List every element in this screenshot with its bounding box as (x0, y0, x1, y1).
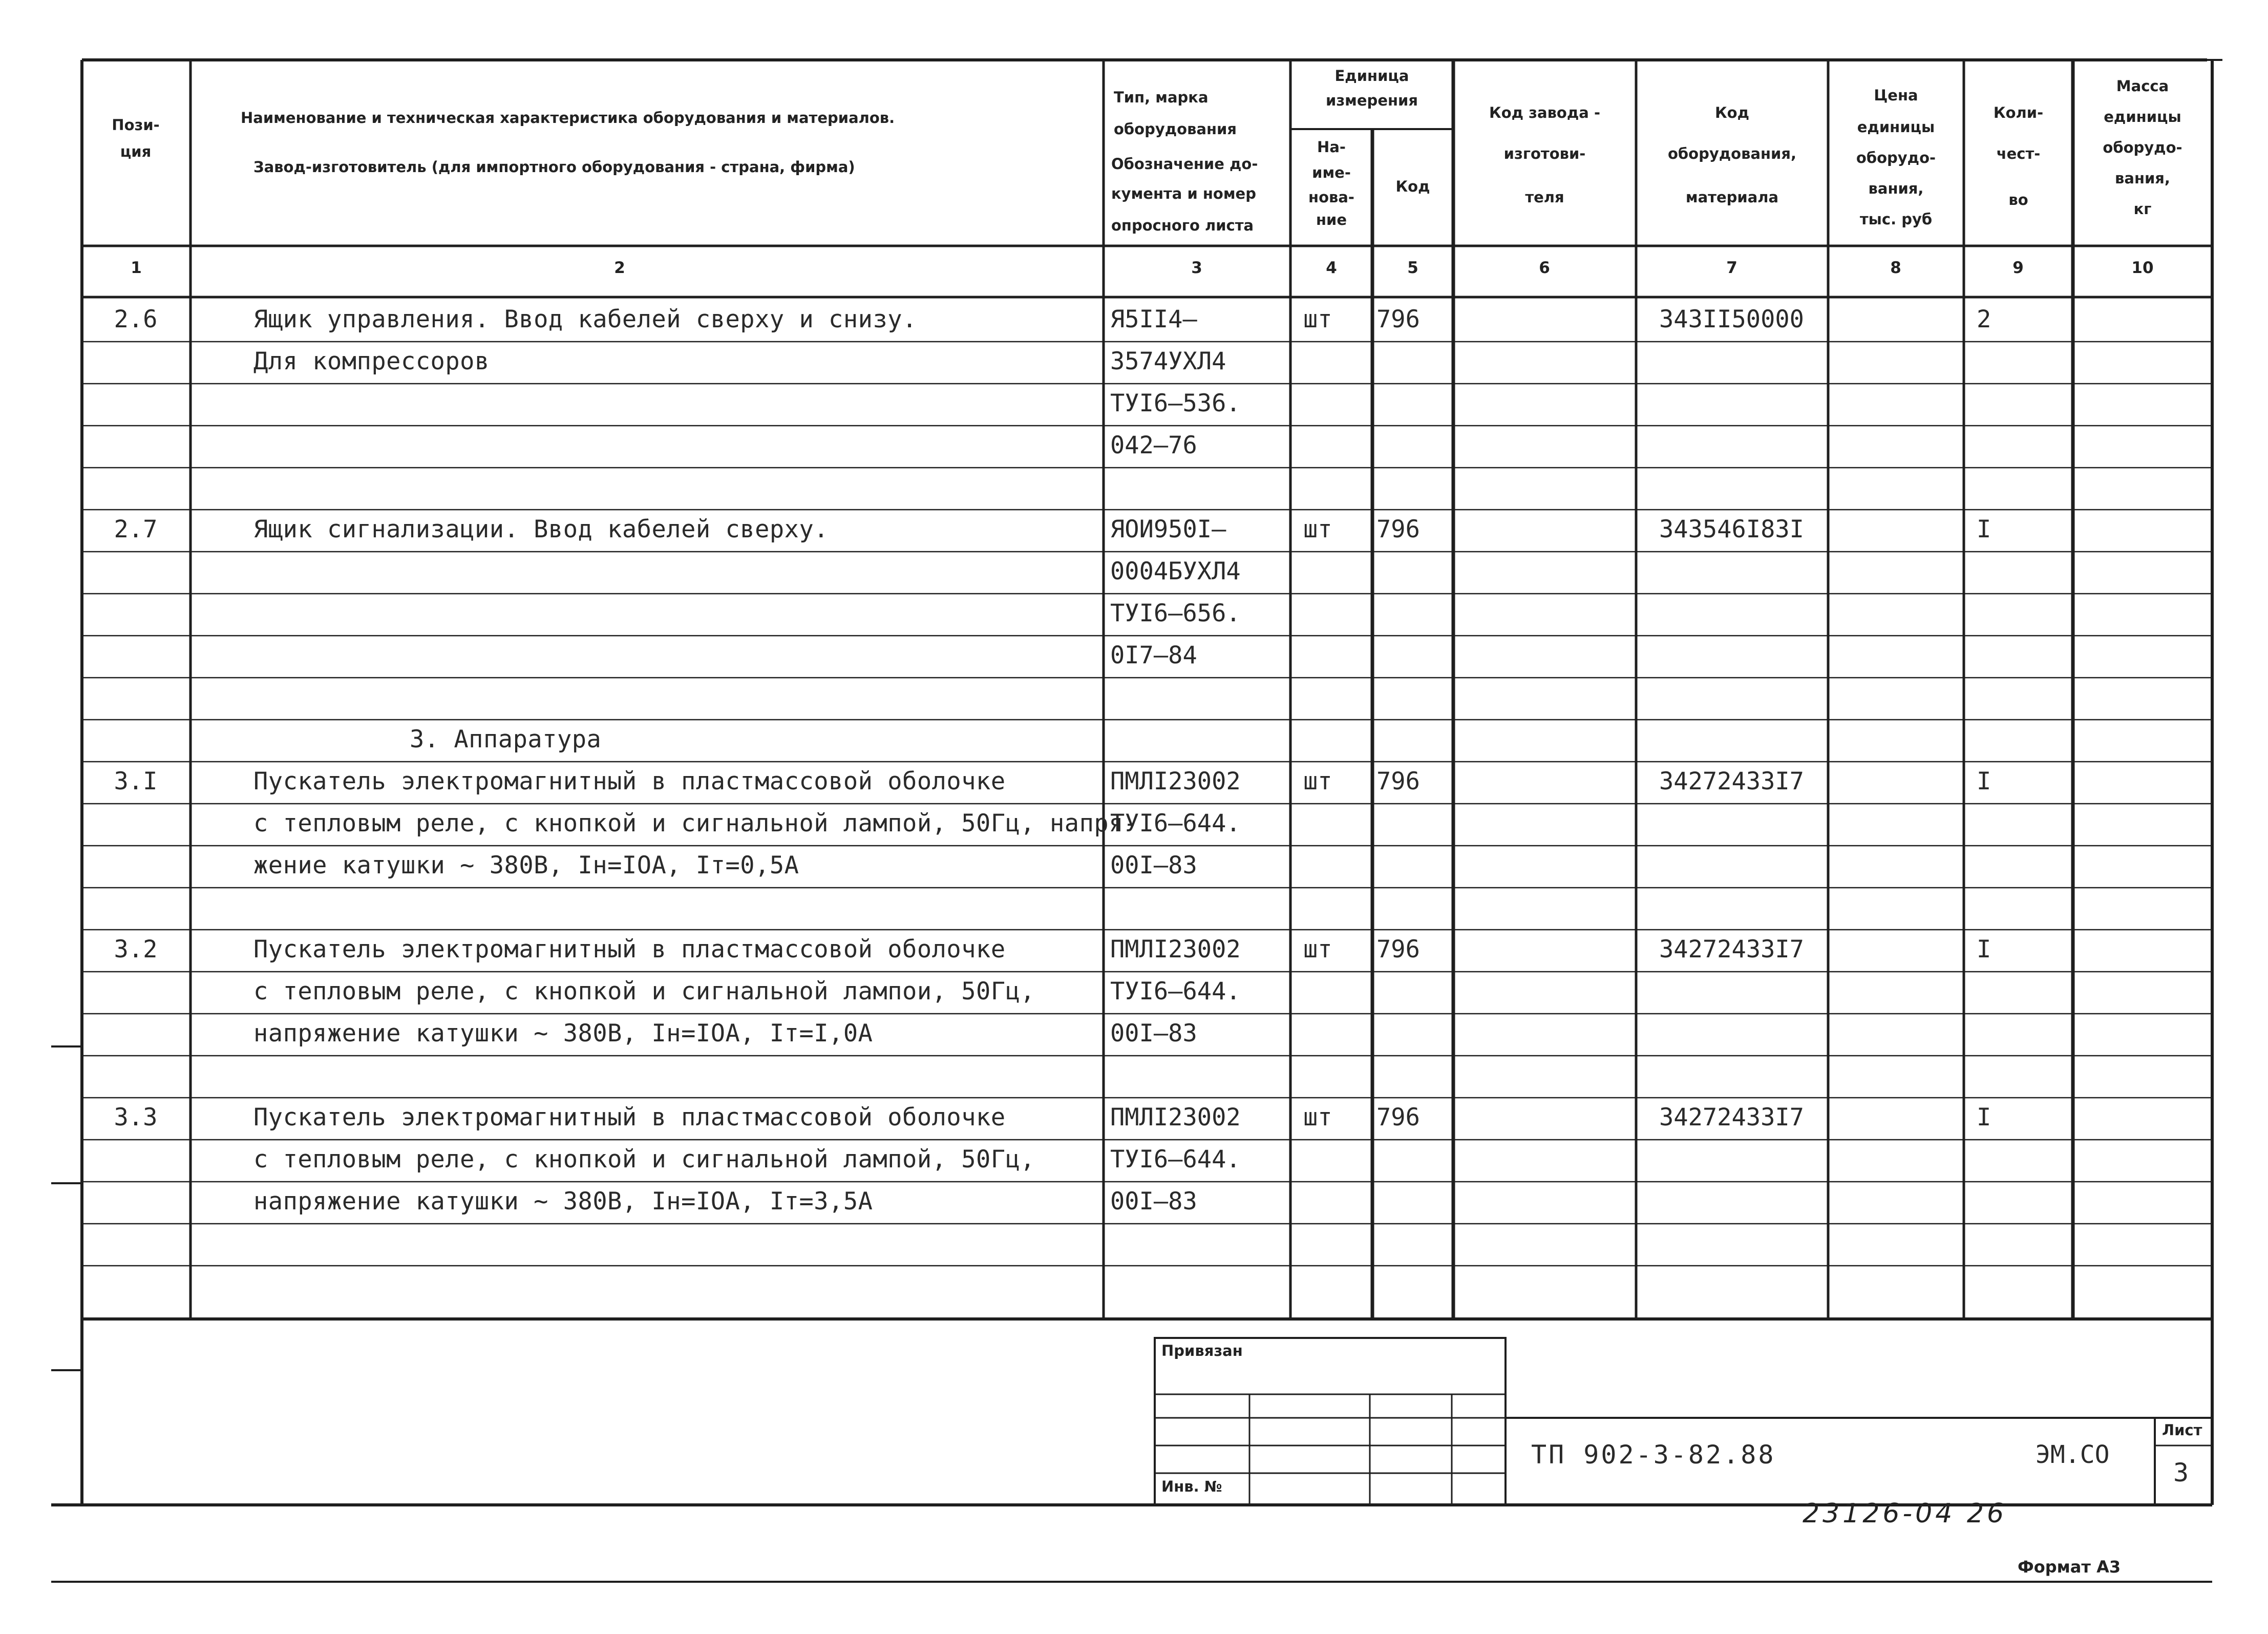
cell-name: напряжение катушки ~ 380В, Iн=IOA, Iт=I,0A (253, 1019, 873, 1048)
cell-name: Ящик сигнализации. Ввод кабелей сверху. (253, 515, 829, 543)
header-type-l1: Тип, марка (1114, 89, 1209, 106)
cell-name: с тепловым реле, с кнопкой и сигнальной лампои, 50Гц, (253, 977, 1035, 1005)
cell-quantity: I (1977, 767, 1991, 795)
cell-position: 2.6 (114, 305, 158, 333)
header-qty-l2: чест- (1996, 145, 2041, 162)
column-number: 2 (614, 259, 625, 277)
cell-name: напряжение катушки ~ 380В, Iн=IOA, Iт=3,5A (253, 1187, 873, 1216)
cell-type: 00I–83 (1110, 1019, 1197, 1048)
header-pos-line2: ция (120, 143, 152, 160)
document-mark: ЭМ.СО (2036, 1440, 2110, 1469)
cell-name: Пускатель электромагнитный в пластмассовой оболочке (253, 935, 1006, 963)
cell-name: Пускатель электромагнитный в пластмассовой оболочке (253, 1103, 1006, 1132)
header-price-l3: оборудо- (1856, 149, 1936, 166)
header-mass-l1: Масса (2116, 77, 2169, 95)
cell-type: ПМЛI23002 (1110, 935, 1241, 963)
column-number: 9 (2012, 259, 2024, 277)
column-number: 5 (1407, 259, 1418, 277)
column-number: 6 (1539, 259, 1550, 277)
header-type-l3: Обозначение до- (1111, 155, 1258, 173)
cell-quantity: I (1977, 515, 1991, 543)
header-factory-l2: изготови- (1503, 145, 1586, 162)
cell-quantity: I (1977, 935, 1991, 963)
column-number: 4 (1326, 259, 1337, 277)
header-type-l5: опросного листа (1111, 217, 1254, 234)
cell-type: 0I7–84 (1110, 641, 1197, 669)
column-number: 3 (1191, 259, 1202, 277)
header-unit-name-l4: ние (1316, 211, 1347, 228)
cell-unit: шт (1303, 515, 1332, 543)
header-pos-line1: Пози- (112, 116, 160, 134)
header-qty-l1: Коли- (1993, 104, 2044, 121)
cell-type: ТУI6–644. (1110, 977, 1241, 1005)
document-code: ТП 902-3-82.88 (1531, 1440, 1776, 1470)
header-price-l2: единицы (1857, 118, 1935, 136)
cell-type: 042–76 (1110, 431, 1197, 459)
header-type-l4: кумента и номер (1111, 185, 1256, 202)
header-unit-name-l3: нова- (1308, 188, 1354, 206)
cell-name: Пускатель электромагнитный в пластмассовой оболочке (253, 767, 1006, 795)
cell-type: Я5II4– (1110, 305, 1197, 333)
cell-equipment-code: 34272433I7 (1659, 767, 1804, 795)
cell-type: 3574УХЛ4 (1110, 347, 1226, 375)
cell-position: 3.2 (114, 935, 158, 963)
cell-type: ПМЛI23002 (1110, 1103, 1241, 1132)
cell-position: 3.3 (114, 1103, 158, 1132)
cell-unit-code: 796 (1376, 935, 1420, 963)
cell-name: Для компрессоров (253, 347, 490, 375)
cell-unit-code: 796 (1376, 1103, 1420, 1132)
header-equip-l3: материала (1685, 188, 1779, 206)
column-number: 8 (1890, 259, 1901, 277)
header-type-l2: оборудования (1114, 120, 1237, 138)
cell-type: ПМЛI23002 (1110, 767, 1241, 795)
header-unit-l1: Единица (1334, 67, 1409, 85)
cell-name: жение катушки ~ 380В, Iн=IOA, Iт=0,5A (253, 851, 799, 879)
cell-unit: шт (1303, 1103, 1332, 1132)
header-mass-l4: вания, (2115, 170, 2170, 187)
cell-name: 3. Аппаратура (410, 725, 602, 753)
cell-type: ТУI6–656. (1110, 599, 1241, 627)
cell-name: Ящик управления. Ввод кабелей сверху и снизу. (253, 305, 917, 333)
cell-type: ЯОИ950I– (1110, 515, 1226, 543)
header-unit-code: Код (1395, 178, 1430, 195)
cell-type: ТУI6–644. (1110, 809, 1241, 837)
cell-position: 2.7 (114, 515, 158, 543)
cell-type: 00I–83 (1110, 851, 1197, 879)
header-mass-l3: оборудо- (2103, 139, 2182, 156)
sheet-label: Лист (2162, 1421, 2202, 1439)
cell-type: ТУI6–644. (1110, 1145, 1241, 1174)
header-unit-name-l1: На- (1317, 138, 1346, 156)
stamp-inv-no: Инв. № (1161, 1478, 1222, 1495)
cell-equipment-code: 343II50000 (1659, 305, 1804, 333)
stamp-privyazan: Привязан (1161, 1342, 1243, 1359)
header-unit-l2: измерения (1326, 92, 1418, 109)
column-number: 1 (131, 259, 142, 277)
format-label: Формат А3 (2018, 1557, 2121, 1577)
cell-name: с тепловым реле, с кнопкой и сигнальной лампой, 50Гц, напря- (253, 809, 1138, 837)
cell-quantity: 2 (1977, 305, 1991, 333)
header-mass-l5: кг (2133, 200, 2152, 218)
header-price-l1: Цена (1874, 87, 1918, 104)
header-mass-l2: единицы (2104, 108, 2181, 125)
cell-quantity: I (1977, 1103, 1991, 1132)
header-price-l4: вания, (1868, 180, 1924, 197)
cell-equipment-code: 34272433I7 (1659, 1103, 1804, 1132)
header-equip-l1: Код (1714, 104, 1750, 121)
header-name-line2: Завод-изготовитель (для импортного оборудования - страна, фирма) (253, 158, 855, 176)
header-qty-l3: во (2008, 191, 2028, 208)
cell-type: ТУI6–536. (1110, 389, 1241, 417)
cell-unit: шт (1303, 305, 1332, 333)
sheet-number: 3 (2173, 1458, 2189, 1488)
cell-unit-code: 796 (1376, 305, 1420, 333)
header-price-l5: тыс. руб (1859, 211, 1933, 228)
header-factory-l3: теля (1525, 188, 1564, 206)
handwritten-number: 23126-04 26 (1803, 1498, 2007, 1529)
header-factory-l1: Код завода - (1489, 104, 1600, 121)
cell-equipment-code: 34272433I7 (1659, 935, 1804, 963)
column-number: 10 (2131, 259, 2154, 277)
header-equip-l2: оборудования, (1667, 145, 1797, 162)
header-unit-name-l2: име- (1312, 164, 1351, 181)
cell-equipment-code: 343546I83I (1659, 515, 1804, 543)
cell-position: 3.I (114, 767, 158, 795)
cell-unit-code: 796 (1376, 767, 1420, 795)
header-name-line1: Наименование и техническая характеристика оборудования и материалов. (241, 109, 895, 127)
cell-unit: шт (1303, 767, 1332, 795)
cell-unit: шт (1303, 935, 1332, 963)
cell-type: 00I–83 (1110, 1187, 1197, 1216)
cell-type: 0004БУХЛ4 (1110, 557, 1241, 585)
cell-unit-code: 796 (1376, 515, 1420, 543)
cell-name: с тепловым реле, с кнопкой и сигнальной лампой, 50Гц, (253, 1145, 1035, 1174)
column-number: 7 (1726, 259, 1737, 277)
